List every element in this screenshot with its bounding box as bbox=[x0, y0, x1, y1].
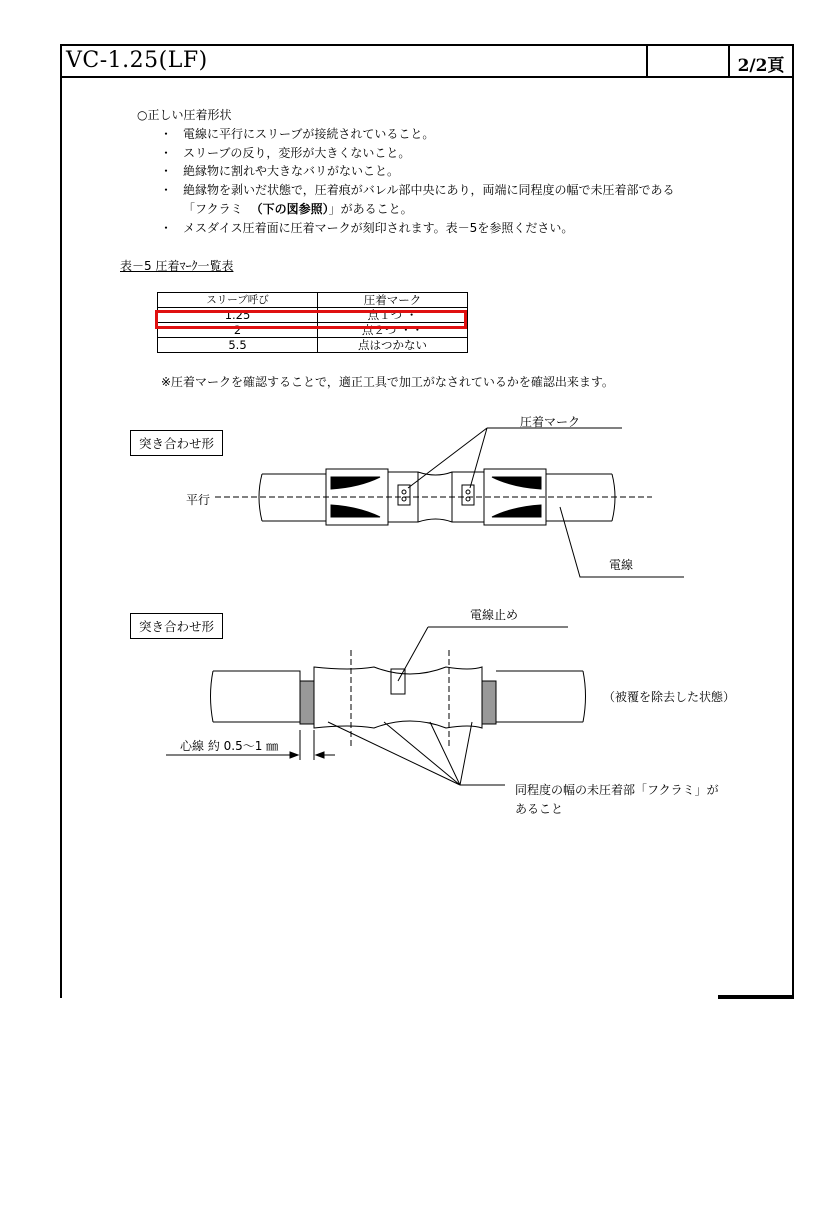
table-cell: 点はつかない bbox=[318, 338, 468, 353]
figure-1-label: 突き合わせ形 bbox=[130, 430, 223, 456]
wire-label: 電線 bbox=[609, 558, 634, 572]
bullet-4: 絶縁物を剥いだ状態で，圧着痕がバレル部中央にあり，両端に同程度の幅で未圧着部である bbox=[183, 183, 675, 197]
bullet-mark: ・ bbox=[160, 146, 173, 160]
table-cell: 点１つ ・ bbox=[318, 308, 468, 323]
bullet-mark: ・ bbox=[160, 127, 173, 141]
table-cell: 5.5 bbox=[158, 338, 318, 353]
parallel-label: 平行 bbox=[186, 493, 211, 507]
section-heading: ○正しい圧着形状 bbox=[137, 108, 232, 122]
bullet-2: スリーブの反り，変形が大きくないこと。 bbox=[183, 146, 411, 160]
bullet-mark: ・ bbox=[160, 164, 173, 178]
figure-2-drawing bbox=[166, 627, 586, 785]
bullet-1: 電線に平行にスリーブが接続されていること。 bbox=[183, 127, 435, 141]
core-wire-label: 心線 約 0.5～1 ㎜ bbox=[180, 739, 279, 753]
bullet-3: 絶縁物に割れや大きなバリがないこと。 bbox=[183, 164, 400, 178]
page-number: 2/2頁 bbox=[737, 56, 785, 76]
bullet-4-cont-a: 「フクラミ bbox=[183, 202, 243, 216]
bullet-4-cont-c: 」があること。 bbox=[328, 202, 413, 216]
document-title: VC-1.25(LF) bbox=[62, 46, 648, 76]
wire-stopper-label: 電線止め bbox=[470, 608, 519, 622]
column-header: スリーブ呼び bbox=[158, 293, 318, 308]
stripped-note: （被覆を除去した状態） bbox=[603, 690, 736, 704]
table-cell: 1.25 bbox=[158, 308, 318, 323]
bullet-4-cont-b: （下の図参照） bbox=[250, 202, 329, 216]
table-caption: 表－5 圧着ﾏｰｸ一覧表 bbox=[120, 259, 234, 273]
table-cell: 点２つ ・・ bbox=[318, 323, 468, 338]
bullet-5: メスダイス圧着面に圧着マークが刻印されます。表－5を参照ください。 bbox=[183, 221, 574, 235]
figure-1-drawing bbox=[215, 428, 684, 577]
bulge-note-line-2: あること bbox=[515, 802, 564, 816]
figure-2-label: 突き合わせ形 bbox=[130, 613, 223, 639]
column-header: 圧着マーク bbox=[318, 293, 468, 308]
crimp-mark-label: 圧着マーク bbox=[520, 415, 581, 429]
table-cell: 2 bbox=[158, 323, 318, 338]
table-note: ※圧着マークを確認することで，適正工具で加工がなされているかを確認出来ます。 bbox=[161, 375, 614, 389]
bullet-mark: ・ bbox=[160, 183, 173, 197]
bulge-note-line-1: 同程度の幅の未圧着部「フクラミ」が bbox=[515, 783, 719, 797]
bullet-mark: ・ bbox=[160, 221, 173, 235]
